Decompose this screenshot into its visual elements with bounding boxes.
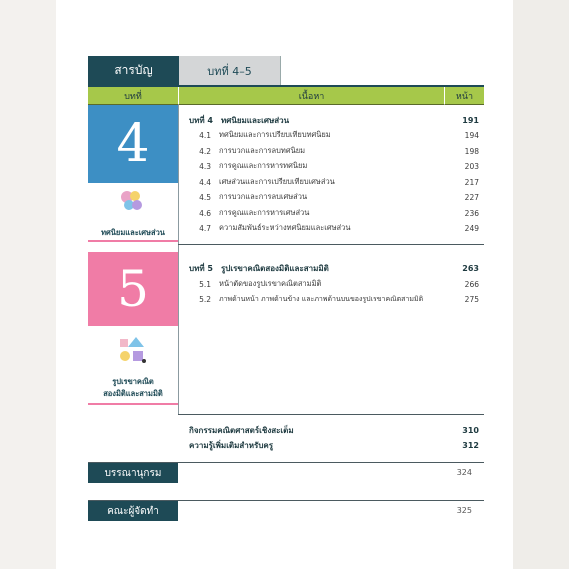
page-number: 194 — [464, 130, 479, 140]
extras-separator — [178, 414, 484, 415]
header-page: หน้า — [445, 87, 484, 105]
toc-row-4-5[interactable] — [189, 191, 479, 203]
page-number: 227 — [464, 192, 479, 202]
geometry-shapes-illustration-icon — [118, 335, 148, 365]
page-number: 217 — [464, 177, 479, 187]
committee-label[interactable]: คณะผู้จัดทำ — [88, 501, 178, 521]
toc-row-teacher-notes[interactable] — [189, 439, 479, 451]
header-content: เนื้อหา — [179, 87, 445, 105]
toc-row-stem-activities[interactable] — [189, 424, 479, 436]
decimal-fraction-illustration-icon — [118, 188, 144, 214]
header-chapter: บทที่ — [88, 87, 179, 105]
toc-row-4-1[interactable] — [189, 129, 479, 141]
section-title: ภาพด้านหน้า ภาพด้านข้าง และภาพด้านบนของรูปเรขาคณิตสามมิติ — [219, 294, 424, 303]
section-title: การบวกและการลบเศษส่วน — [219, 192, 308, 201]
committee-page: 325 — [456, 506, 472, 515]
extra-title: ความรู้เพิ่มเติมสำหรับครู — [189, 440, 274, 450]
chapter-4-number: 4 — [88, 105, 178, 183]
chapter-5-caption-line — [88, 403, 178, 405]
toc-row-4-6[interactable] — [189, 207, 479, 219]
section-number: 4.7 — [199, 223, 211, 233]
section-number: 4.3 — [199, 161, 211, 171]
chapter-title: รูปเรขาคณิตสองมิติและสามมิติ — [221, 263, 329, 273]
extra-title: กิจกรรมคณิตศาสตร์เชิงสะเต็ม — [189, 425, 294, 435]
toc-row-4-3[interactable] — [189, 160, 479, 172]
page-number: 312 — [462, 440, 479, 450]
page-number: 249 — [464, 223, 479, 233]
chapter-5-caption-line-1: รูปเรขาคณิต — [112, 377, 154, 386]
chapter-5-caption-line-2: สองมิติและสามมิติ — [103, 389, 163, 398]
page-number: 263 — [462, 263, 479, 273]
section-number: 4.1 — [199, 130, 211, 140]
chapter-4-caption-line — [88, 240, 178, 242]
page-edge — [513, 0, 569, 569]
section-number: 5.2 — [199, 294, 211, 304]
toc-row-4-2[interactable] — [189, 145, 479, 157]
section-title: เศษส่วนและการเปรียบเทียบเศษส่วน — [219, 177, 335, 186]
chapter-4-heading[interactable] — [189, 114, 479, 126]
section-title: ความสัมพันธ์ระหว่างทศนิยมและเศษส่วน — [219, 223, 351, 232]
chapter-5-number: 5 — [88, 252, 178, 326]
page-number: 191 — [462, 115, 479, 125]
chapter-separator — [178, 244, 484, 245]
chapter-label: บทที่ 5 — [189, 263, 213, 273]
section-number: 5.1 — [199, 279, 211, 289]
section-title: ทศนิยมและการเปรียบเทียบทศนิยม — [219, 130, 331, 139]
page-number: 203 — [464, 161, 479, 171]
section-title: การคูณและการหารเศษส่วน — [219, 208, 310, 217]
toc-row-5-2[interactable] — [189, 293, 479, 305]
chapter-label: บทที่ 4 — [189, 115, 213, 125]
section-title: การบวกและการลบทศนิยม — [219, 146, 306, 155]
toc-row-5-1[interactable] — [189, 278, 479, 290]
bibliography-label[interactable]: บรรณานุกรม — [88, 463, 178, 483]
chapters-tab: บทที่ 4–5 — [179, 56, 281, 85]
page-number: 198 — [464, 146, 479, 156]
column-divider — [178, 104, 179, 415]
section-number: 4.5 — [199, 192, 211, 202]
chapter-5-heading[interactable] — [189, 262, 479, 274]
page-number: 236 — [464, 208, 479, 218]
toc-row-4-7[interactable] — [189, 222, 479, 234]
section-title: หน้าตัดของรูปเรขาคณิตสามมิติ — [219, 279, 322, 288]
chapter-4-caption: ทศนิยมและเศษส่วน — [101, 228, 165, 237]
section-number: 4.6 — [199, 208, 211, 218]
section-title: การคูณและการหารทศนิยม — [219, 161, 308, 170]
page-number: 266 — [464, 279, 479, 289]
section-number: 4.4 — [199, 177, 211, 187]
chapter-title: ทศนิยมและเศษส่วน — [221, 115, 290, 125]
bibliography-page: 324 — [456, 468, 472, 477]
page-number: 310 — [462, 425, 479, 435]
toc-row-4-4[interactable] — [189, 176, 479, 188]
page-number: 275 — [464, 294, 479, 304]
section-number: 4.2 — [199, 146, 211, 156]
toc-tab: สารบัญ — [88, 56, 179, 85]
